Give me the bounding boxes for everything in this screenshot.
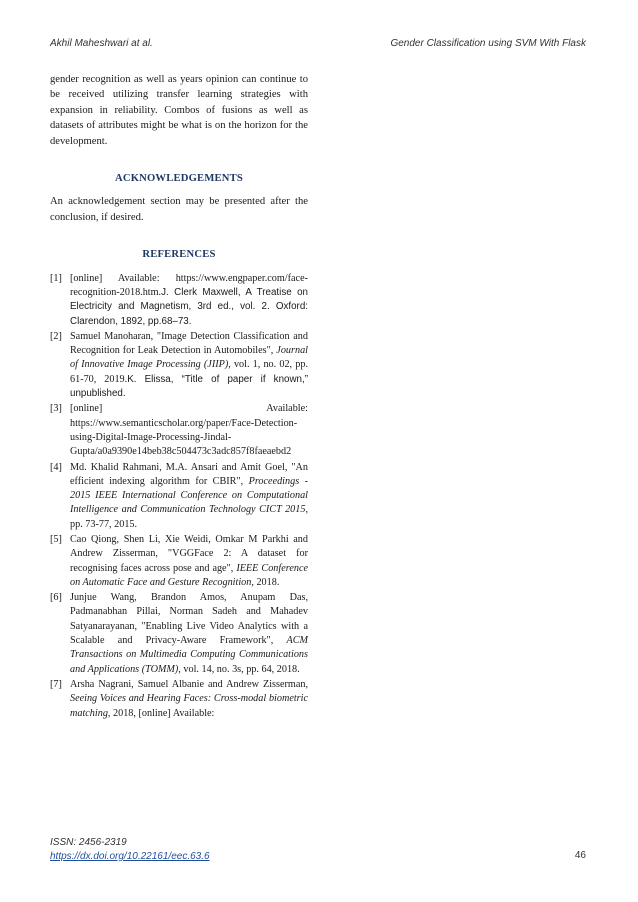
reference-text-part: , vol. 14, no. 3s, pp. 64, 2018. [178, 663, 300, 675]
reference-item [50, 272, 308, 329]
page-footer [50, 836, 586, 864]
references-heading: REFERENCES [142, 249, 216, 261]
issn-text: ISSN: 2456-2319 [50, 837, 127, 848]
intro-paragraph: gender recognition as well as years opinion can continue to be received utilizing transfer learning strategies with expansion in reliability. Combos of fusions as well as datasets of attributes might be what is on the horizon for the development. [50, 74, 308, 147]
acknowledgements-heading: ACKNOWLEDGEMENTS [115, 173, 243, 185]
reference-text-part: Proceedings - 2015 IEEE International Conference on Computational Intelligence and Communication Technology CICT 2015 [70, 475, 309, 516]
reference-text-part: IEEE Conference on Automatic Face and Gesture Recognition [70, 562, 308, 588]
reference-item [50, 678, 308, 721]
reference-number: [1] [50, 272, 62, 284]
reference-text-part: Seeing Voices and Hearing Faces: Cross-modal biometric matching [70, 693, 308, 719]
reference-text-part: K. Elissa, “Title of paper if known,” unpublished. [70, 373, 308, 400]
header-authors: Akhil Maheshwari at al. [50, 38, 153, 49]
text-column [50, 72, 308, 722]
reference-text [70, 461, 308, 532]
reference-item [50, 533, 308, 590]
reference-number: [3] [50, 403, 62, 415]
reference-text-part: , 2018. [251, 576, 280, 588]
reference-text [70, 402, 308, 459]
acknowledgements-text: An acknowledgement section may be presented after the conclusion, if desired. [50, 196, 308, 223]
reference-item [50, 402, 308, 459]
reference-text-part: J. Clerk Maxwell, A Treatise on Electricity and Magnetism, 3rd ed., vol. 2. Oxford: Clarendon, 1892, pp.68–73. [70, 286, 308, 327]
reference-text-part: , pp. 73-77, 2015. [70, 504, 308, 530]
reference-item [50, 330, 308, 401]
reference-number: [2] [50, 330, 62, 342]
reference-text-part: Arsha Nagrani, Samuel Albanie and Andrew Zisserman, [70, 678, 308, 690]
reference-text-part: Samuel Manoharan, "Image Detection Classification and Recognition for Leak Detection in Automobiles", [70, 330, 308, 357]
reference-number: [6] [50, 592, 62, 604]
reference-text [70, 272, 308, 329]
reference-text [70, 678, 308, 721]
reference-item [50, 461, 308, 532]
reference-text-part: [online] Available: https://www.engpaper.com/face-recognition-2018.htm. [70, 272, 308, 298]
reference-text-part: [online] Available: https://www.semanticscholar.org/paper/Face-Detection-using-Digital-Image-Processing-Jindal-Gupta/a0a9390e14beb38c504473c3adc857f8faeaebd2 [70, 403, 308, 458]
reference-text [70, 330, 308, 401]
reference-text-part: , vol. 1, no. 02, pp. 61-70, 2019. [70, 359, 308, 385]
reference-number: [4] [50, 461, 62, 473]
references-list [50, 272, 308, 721]
reference-item [50, 591, 308, 677]
reference-text-part: Junjue Wang, Brandon Amos, Anupam Das, Padmanabhan Pillai, Norman Sadeh and Mahadev Satyanarayanan, "Enabling Live Video Analytics with a Scalable and Privacy-Aware Framework", [70, 592, 308, 647]
reference-text-part: Cao Qiong, Shen Li, Xie Weidi, Omkar M Parkhi and Andrew Zisserman, "VGGFace 2: A dataset for recognising faces across pose and age", [70, 534, 308, 574]
reference-text-part: ACM Transactions on Multimedia Computing Communications and Applications (TOMM) [70, 635, 308, 675]
reference-text-part: , 2018, [online] Available: [107, 707, 215, 719]
reference-number: [5] [50, 534, 62, 545]
reference-text-part: Journal of Innovative Image Processing (JIIP) [70, 345, 308, 371]
doi-link[interactable]: https://dx.doi.org/10.22161/eec.63.6 [50, 851, 210, 862]
page-number: 46 [574, 850, 586, 861]
reference-text [70, 533, 308, 590]
header-title: Gender Classification using SVM With Flask [390, 38, 586, 49]
reference-text [70, 591, 308, 677]
reference-number: [7] [50, 678, 62, 690]
running-header [50, 38, 586, 49]
reference-text-part: Md. Khalid Rahmani, M.A. Ansari and Amit Goel, "An efficient indexing algorithm for CBIR", [70, 461, 308, 487]
